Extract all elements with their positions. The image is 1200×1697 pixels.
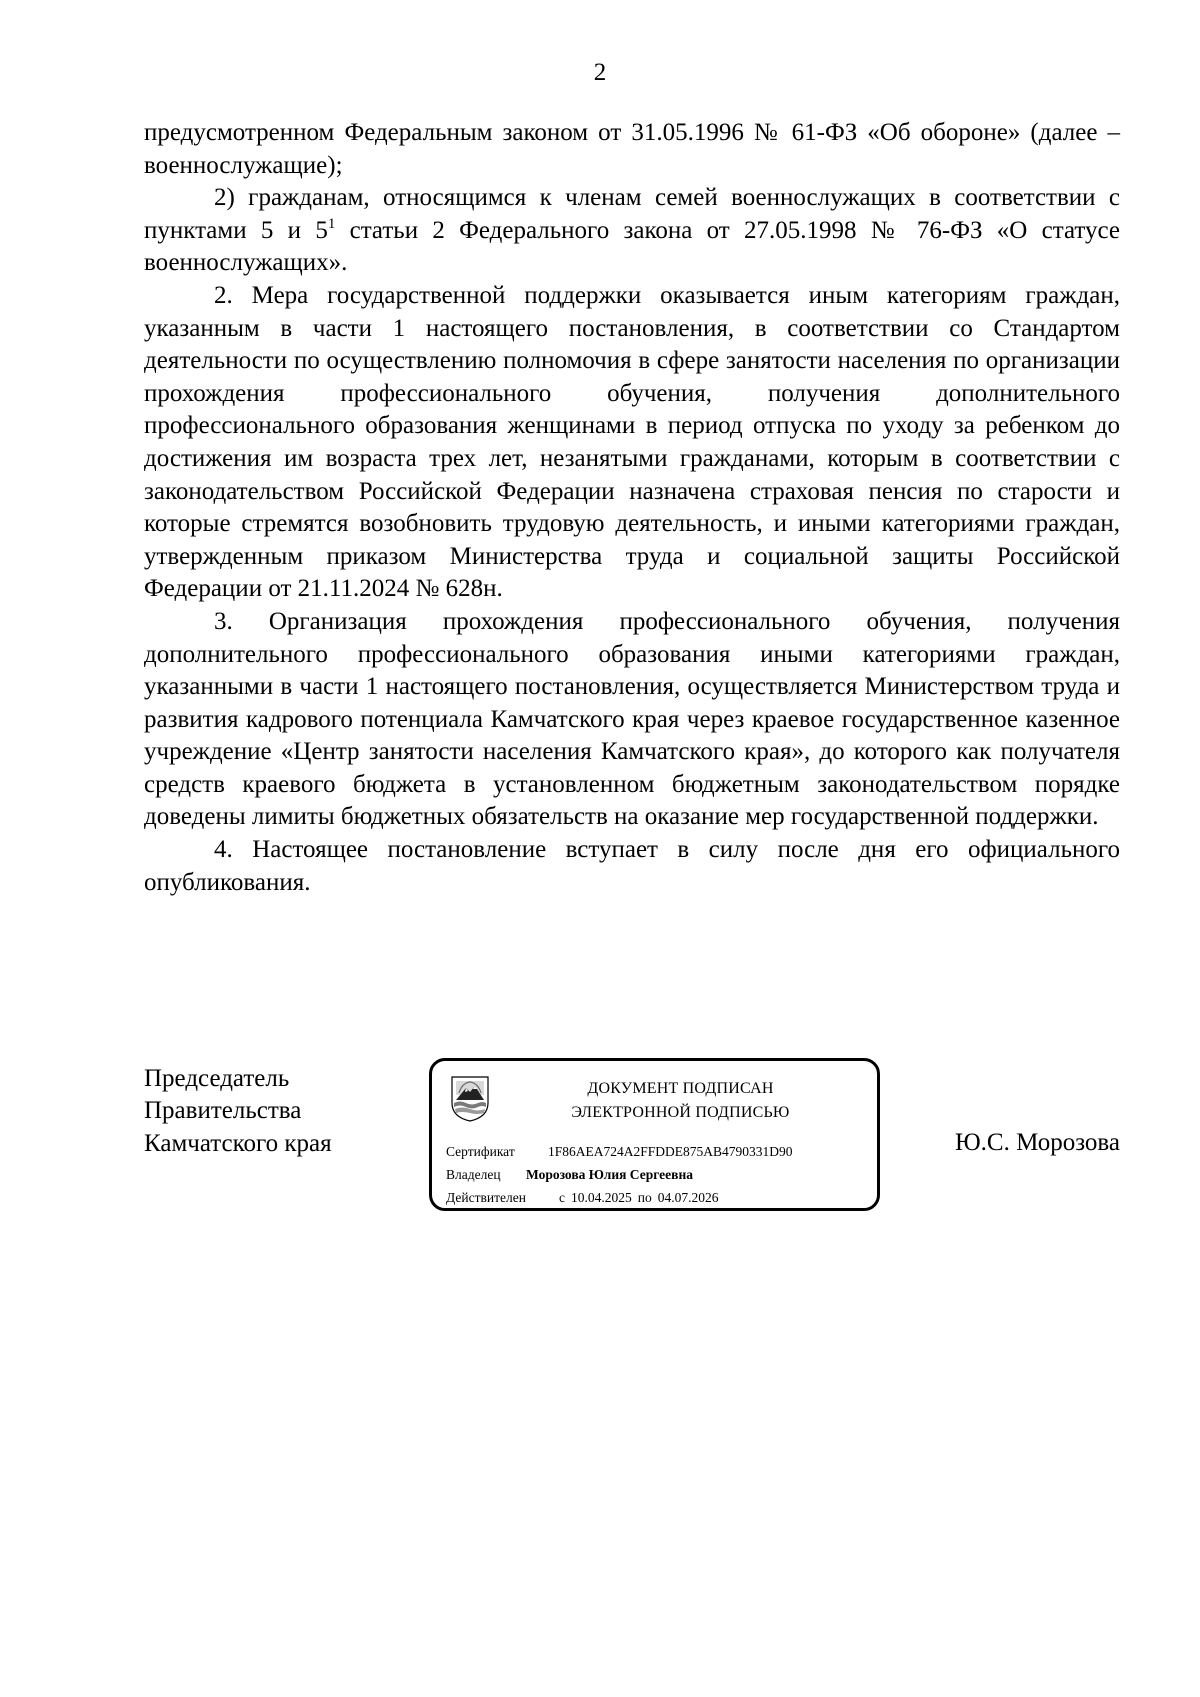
signer-name: Ю.С. Морозова bbox=[954, 1129, 1120, 1156]
paragraph-item-2-text-a: 2) гражданам, относящимся к членам семей военнослужащих в соответствии с пунктами 5 и 5 bbox=[144, 184, 1120, 244]
esign-valid-from-prefix: с bbox=[559, 1190, 565, 1205]
esign-owner-value: Морозова Юлия Сергеевна bbox=[526, 1167, 693, 1182]
paragraph-item-2 bbox=[144, 182, 1120, 280]
kamchatka-coat-of-arms-icon bbox=[450, 1073, 490, 1123]
esign-validity-row bbox=[446, 1189, 718, 1207]
signer-position-line: Председатель bbox=[144, 1065, 290, 1092]
esign-validity-label: Действителен bbox=[446, 1190, 526, 1205]
paragraph-section-4: 4. Настоящее постановление вступает в силу после дня его официального опубликования. bbox=[144, 836, 1120, 896]
esign-certificate-value: 1F86AEA724A2FFDDE875AB4790331D90 bbox=[548, 1144, 793, 1159]
page-number: 2 bbox=[593, 59, 607, 86]
esign-valid-to: 04.07.2026 bbox=[657, 1190, 719, 1205]
esign-title-line: ЭЛЕКТРОННОЙ ПОДПИСЬЮ bbox=[571, 1104, 790, 1121]
signer-position-line: Правительства bbox=[144, 1097, 302, 1125]
esign-valid-to-prefix: по bbox=[637, 1190, 652, 1205]
paragraph-item-2-text-b: статьи 2 Федерального закона от 27.05.1998 № 76-ФЗ «О статусе военнослужащих». bbox=[144, 216, 1120, 277]
paragraph-section-3: 3. Организация прохождения профессионального обучения, получения дополнительного профессионального образования иными категориями граждан, указанными в части 1 настоящего постановления, осуществляется Министерством труда и развития кадрового потенциала Камчатского края через краевое государственное казенное учреждение «Центр занятости населения Камчатского края», до которого как получателя средств краевого бюджета в установленном бюджетным законодательством порядке доведены лимиты бюджетных обязательств на оказание мер государственной поддержки. bbox=[144, 607, 1120, 831]
esign-certificate-row bbox=[446, 1143, 793, 1161]
document-body bbox=[144, 117, 1120, 899]
paragraph-1-continuation: предусмотренном Федеральным законом от 31.05.1996 № 61-ФЗ «Об обороне» (далее – военнослужащие); bbox=[144, 119, 1120, 179]
esign-valid-from: 10.04.2025 bbox=[571, 1190, 632, 1205]
esign-certificate-label: Сертификат bbox=[446, 1144, 515, 1159]
esign-owner-label: Владелец bbox=[446, 1167, 501, 1182]
esign-owner-row bbox=[446, 1166, 693, 1184]
superscript: 1 bbox=[327, 215, 336, 232]
paragraph-section-2: 2. Мера государственной поддержки оказывается иным категориям граждан, указанным в части 1 настоящего постановления, в соответствии со Стандартом деятельности по осуществлению полномочия в сфере занятости населения по организации прохождения профессионального обучения, получения дополнительного профессионального образования женщинами в период отпуска по уходу за ребенком до достижения им возраста трех лет, незанятыми гражданами, которым в соответствии с законодательством Российской Федерации назначена страховая пенсия по старости и которые стремятся возобновить трудовую деятельность, и иными категориями граждан, утвержденным приказом Министерства труда и социальной защиты Российской Федерации от 21.11.2024 № 628н. bbox=[144, 281, 1120, 603]
signer-position bbox=[144, 1063, 332, 1160]
esign-title-line: ДОКУМЕНТ ПОДПИСАН bbox=[587, 1080, 774, 1097]
signer-position-line: Камчатского края bbox=[144, 1129, 332, 1157]
electronic-signature-stamp bbox=[429, 1058, 880, 1211]
esign-title bbox=[492, 1077, 869, 1125]
